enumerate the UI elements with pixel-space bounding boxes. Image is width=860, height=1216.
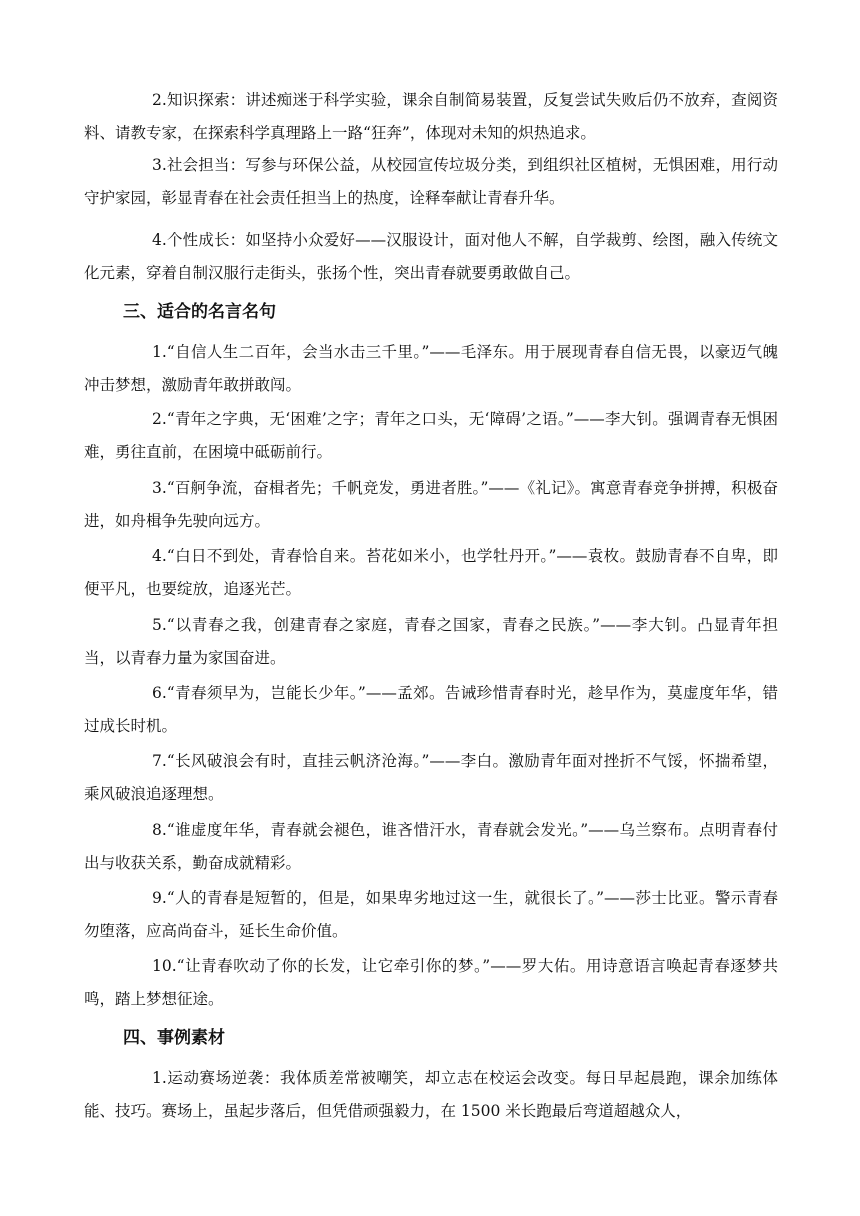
item-number: 5. xyxy=(152,616,167,634)
item-number: 7. xyxy=(152,752,167,770)
item-number: 3. xyxy=(152,156,167,174)
item-number: 6. xyxy=(152,684,167,702)
quote-item xyxy=(84,540,778,605)
item-text: “人的青春是短暂的，但是，如果卑劣地过这一生，就很长了。”——莎士比亚。警示青春勿堕落，应高尚奋斗，延长生命价值。 xyxy=(84,889,778,940)
quote-item xyxy=(84,609,778,674)
quote-item xyxy=(84,950,778,1015)
item-number: 8. xyxy=(152,821,167,839)
item-number: 2. xyxy=(152,91,167,109)
quote-item xyxy=(84,336,778,401)
quote-item xyxy=(84,677,778,742)
item-text: 运动赛场逆袭：我体质差常被嘲笑，却立志在校运会改变。每日早起晨跑，课余加练体能、技巧。赛场上，虽起步落后，但凭借顽强毅力，在 1500 米长跑最后弯道超越众人， xyxy=(84,1069,778,1120)
item-text: “让青春吹动了你的长发，让它牵引你的梦。”——罗大佑。用诗意语言唤起青春逐梦共鸣，踏上梦想征途。 xyxy=(84,957,778,1008)
item-text: “以青春之我，创建青春之家庭，青春之国家，青春之民族。”——李大钊。凸显青年担当，以青春力量为家国奋进。 xyxy=(84,616,778,667)
section-heading: 四、事例素材 xyxy=(123,1028,225,1048)
case-item xyxy=(84,1062,778,1127)
item-number: 10. xyxy=(152,957,177,975)
item-number: 2. xyxy=(152,410,167,428)
item-text: “自信人生二百年，会当水击三千里。”——毛泽东。用于展现青春自信无畏，以豪迈气魄冲击梦想，激励青年敢拼敢闯。 xyxy=(84,343,778,394)
item-text: 个性成长：如坚持小众爱好——汉服设计，面对他人不解，自学裁剪、绘图，融入传统文化元素，穿着自制汉服行走街头，张扬个性，突出青春就要勇敢做自己。 xyxy=(84,231,778,282)
item-text: “白日不到处，青春恰自来。苔花如米小，也学牡丹开。”——袁枚。鼓励青春不自卑，即便平凡，也要绽放，追逐光芒。 xyxy=(84,547,778,598)
item-number: 1. xyxy=(152,1069,167,1087)
item-text: “谁虚度年华，青春就会褪色，谁吝惜汗水，青春就会发光。”——乌兰察布。点明青春付出与收获关系，勤奋成就精彩。 xyxy=(84,821,778,872)
item-text: “青春须早为，岂能长少年。”——孟郊。告诫珍惜青春时光，趁早作为，莫虚度年华，错过成长时机。 xyxy=(84,684,778,735)
item-text: “长风破浪会有时，直挂云帆济沧海。”——李白。激励青年面对挫折不气馁，怀揣希望，乘风破浪追逐理想。 xyxy=(84,752,778,803)
quote-item xyxy=(84,472,778,537)
list-item xyxy=(84,149,778,214)
quote-item xyxy=(84,882,778,947)
item-number: 4. xyxy=(152,231,167,249)
quote-item xyxy=(84,403,778,468)
item-text: “百舸争流，奋楫者先；千帆竞发，勇进者胜。”——《礼记》。寓意青春竞争拼搏，积极奋进，如舟楫争先驶向远方。 xyxy=(84,479,778,530)
section-heading: 三、适合的名言名句 xyxy=(123,302,276,322)
item-text: 知识探索：讲述痴迷于科学实验，课余自制简易装置，反复尝试失败后仍不放弃，查阅资料、请教专家，在探索科学真理路上一路“狂奔”，体现对未知的炽热追求。 xyxy=(84,91,778,142)
item-number: 1. xyxy=(152,343,167,361)
quote-item xyxy=(84,745,778,810)
list-item xyxy=(84,84,778,149)
item-number: 3. xyxy=(152,479,167,497)
item-text: “青年之字典，无‘困难’之字；青年之口头，无‘障碍’之语。”——李大钊。强调青春无惧困难，勇往直前，在困境中砥砺前行。 xyxy=(84,410,778,461)
list-item xyxy=(84,224,778,289)
quote-item xyxy=(84,814,778,879)
item-text: 社会担当：写参与环保公益，从校园宣传垃圾分类，到组织社区植树，无惧困难，用行动守护家园，彰显青春在社会责任担当上的热度，诠释奉献让青春升华。 xyxy=(84,156,778,207)
item-number: 4. xyxy=(152,547,167,565)
item-number: 9. xyxy=(152,889,167,907)
